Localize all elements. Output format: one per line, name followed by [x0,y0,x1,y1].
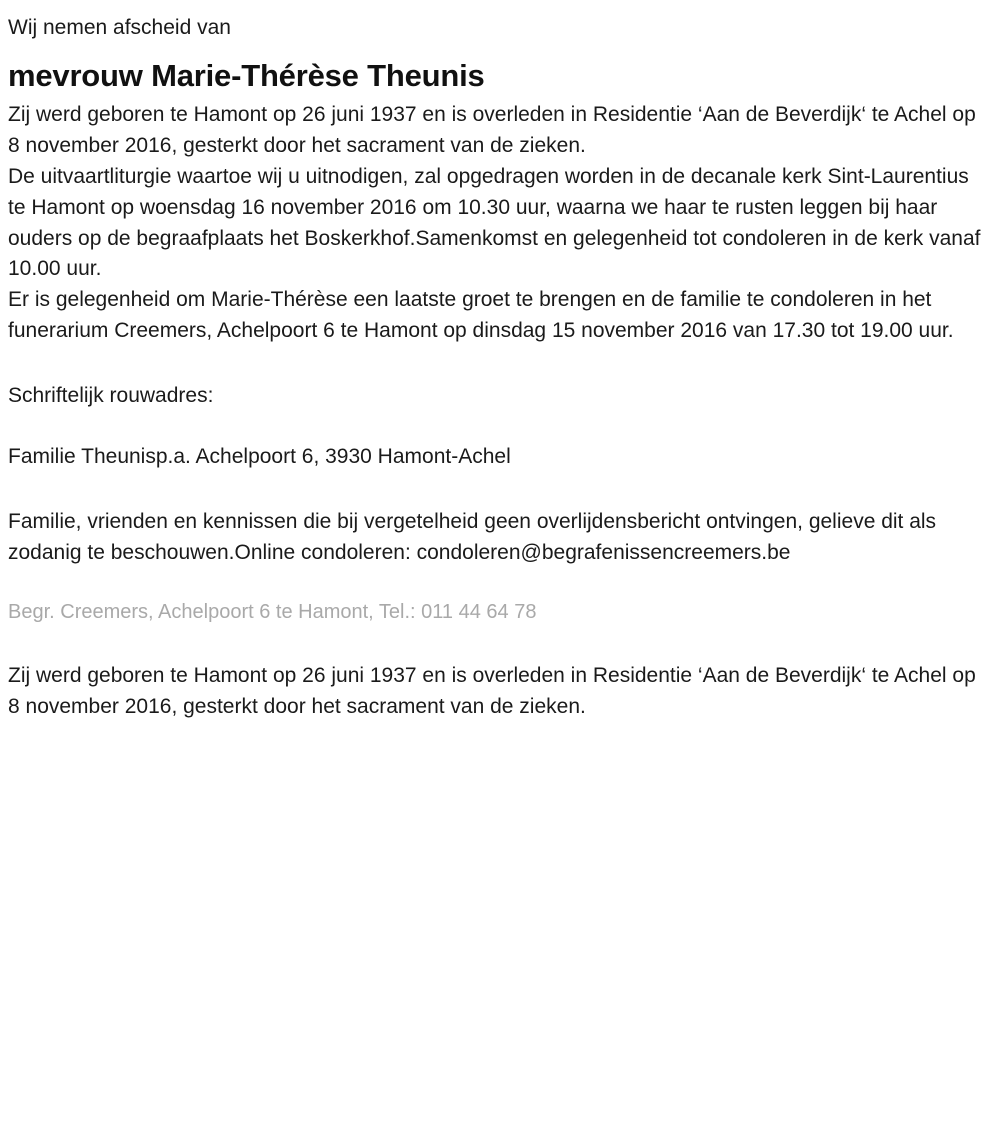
notice-spacer [8,473,992,507]
closing-paragraph: Zij werd geboren te Hamont op 26 juni 1937 en is overleden in Residentie ‘Aan de Beverdijk‘ te Achel op 8 november 2016, gesterkt door het sacrament van de zieken. [8,664,976,719]
address-spacer [8,412,992,442]
section-spacer [8,347,992,381]
birth-and-death-paragraph: Zij werd geboren te Hamont op 26 juni 1937 en is overleden in Residentie ‘Aan de Beverdijk‘ te Achel op 8 november 2016, gesterkt door het sacrament van de zieken. [8,103,976,158]
condolence-address: Familie Theunisp.a. Achelpoort 6, 3930 Hamont-Achel [8,444,511,468]
condolence-address-label: Schriftelijk rouwadres: [8,384,214,408]
funeral-home-footer: Begr. Creemers, Achelpoort 6 te Hamont, Tel.: 011 44 64 78 [8,601,537,624]
funeral-service-paragraph: De uitvaartliturgie waartoe wij u uitnodigen, zal opgedragen worden in de decanale kerk Sint-Laurentius te Hamont op woensdag 16 november 2016 om 10.30 uur, waarna we haar te rusten leggen bij haar ouders op de begraafplaats het Boskerkhof.Samenkomst en gelegenheid tot condoleren in de kerk vanaf 10.00 uur. [8,164,981,281]
footer-spacer [8,568,992,598]
general-notice-paragraph: Familie, vrienden en kennissen die bij vergetelheid geen overlijdensbericht ontvingen, gelieve dit als zodanig te beschouwen.Online condoleren: condoleren@begrafenissencreemers.be [8,509,937,564]
farewell-intro: Wij nemen afscheid van [8,16,231,39]
closing-spacer [8,627,992,661]
deceased-name-heading: mevrouw Marie-Thérèse Theunis [8,57,485,93]
visitation-paragraph: Er is gelegenheid om Marie-Thérèse een laatste groet te brengen en de familie te condoleren in het funerarium Creemers, Achelpoort 6 te Hamont op dinsdag 15 november 2016 van 17.30 tot 19.00 uur. [8,288,954,343]
